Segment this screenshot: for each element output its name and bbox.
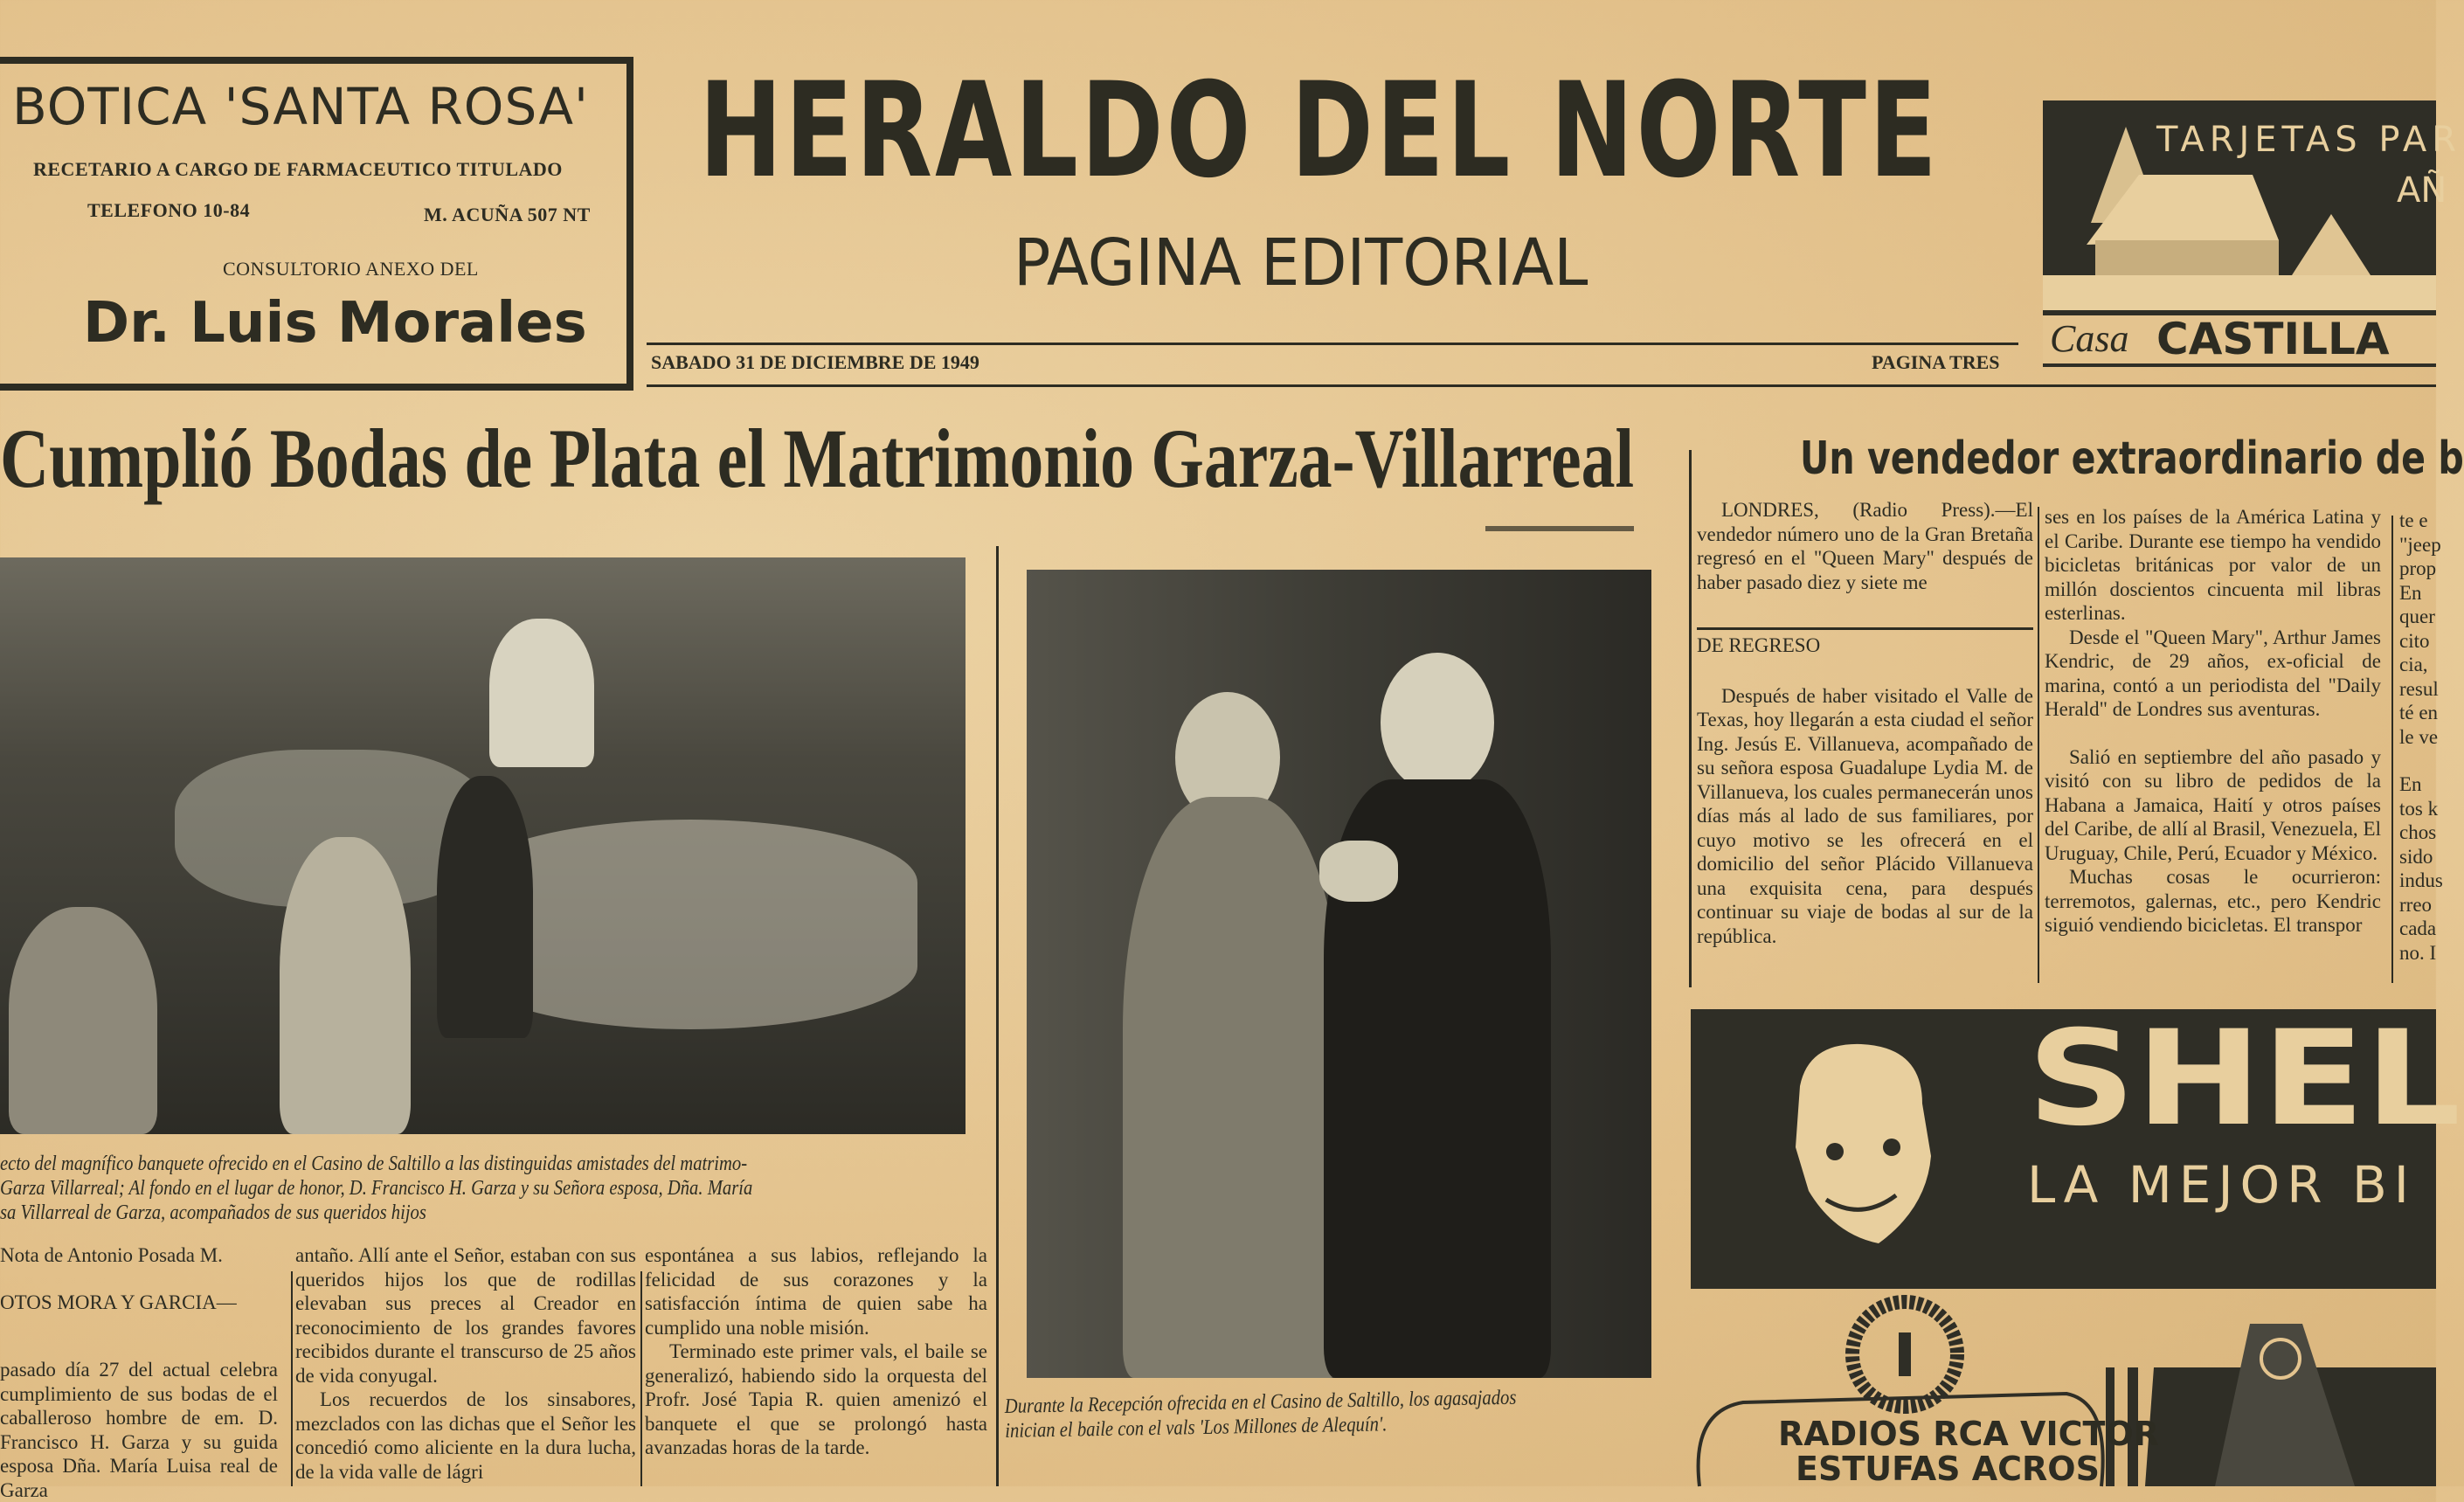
pharmacy-phone: TELEFONO 10-84 [87, 199, 251, 221]
ad-text: Casa [2050, 317, 2129, 360]
paragraph: Desde el "Queen Mary", Arthur James Kendric, de 29 años, ex-oficial de marina, contó a un periodista del "Daily Herald" de Londres sus aventuras. [2045, 626, 2381, 720]
paragraph: Muchas cosas le ocurrieron: terremotos, galernas, etc., pero Kendric siguió vendiendo bicicletas. El transpor [2045, 866, 2381, 936]
caption-line: inician el baile con el vals 'Los Millones de Alequín'. [1005, 1413, 1388, 1443]
snow-cabin-icon [2043, 100, 2436, 310]
text-fragment: cada [2399, 917, 2437, 939]
text-fragment: En [2399, 581, 2422, 604]
ad-text: ESTUFAS ACROS [1796, 1450, 2100, 1488]
text-fragment: sido [2399, 845, 2433, 868]
right-column-a [1697, 498, 2033, 948]
dance-caption [1005, 1384, 1601, 1443]
masthead-subtitle: PAGINA EDITORIAL [1014, 225, 1588, 301]
text-fragment: quer [2399, 606, 2435, 627]
photo-credit: OTOS MORA Y GARCIA— [0, 1291, 237, 1313]
text-fragment: rreo [2399, 893, 2433, 916]
date: SABADO 31 DE DICIEMBRE DE 1949 [651, 351, 979, 373]
story-column-1 [0, 1243, 278, 1502]
ad-brand: CASTILLA [2156, 314, 2390, 364]
text-fragment: cia, [2399, 654, 2428, 675]
page-number: PAGINA TRES [1872, 351, 2000, 373]
text-fragment: "jeep [2399, 533, 2441, 556]
story-column-2 [295, 1243, 636, 1484]
shell-ad [1691, 1003, 2461, 1289]
column-rule [640, 1271, 642, 1486]
byline: Nota de Antonio Posada M. [0, 1244, 223, 1266]
boy-face-icon [1774, 1034, 1948, 1252]
pharmacy-consult: CONSULTORIO ANEXO DEL [223, 258, 479, 280]
text-fragment: le ve [2399, 725, 2439, 748]
main-headline: Cumplió Bodas de Plata el Matrimonio Garza-Villarreal [0, 412, 1635, 505]
paragraph: antaño. Allí ante el Señor, estaban con sus queridos hijos los que de rodillas elevaban sus preces al Creador en reconocimiento de los grandes favores recibidos durante el transcurso de 25 años de vida conyugal. [295, 1244, 636, 1387]
dance-photo [1027, 570, 1651, 1378]
paragraph: Después de haber visitado el Valle de Texas, hoy llegarán a esta ciudad el señor Ing. Jesús E. Villanueva, acompañado de su señora esposa Guadalupe Lydia M. de Villanueva, los cuales permanecerán unos días más al lado de sus familiares, por cuyo motivo se les ofrecerá en el domicilio del señor Plácido Villanueva una exquisita cena, para después continuar su viaje de bodas al sur de la república. [1697, 684, 2033, 947]
paragraph: Salió en septiembre del año pasado y visitó con su libro de pedidos de la Habana a Jamaica, Haití y otros países del Caribe, de allí al Brasil, Venezuela, El Uruguay, Chile, Perú, Ecuador y México. [2045, 745, 2381, 864]
pharmacy-ad [0, 57, 633, 391]
paragraph: ses en los países de la América Latina y el Caribe. Durante ese tiempo ha vendido bicicletas británicas por valor de un millón doscientos cincuenta mil libras esterlinas. [2045, 506, 2381, 624]
ornament [1485, 526, 1634, 531]
text-fragment: té en [2399, 702, 2439, 723]
rca-ad [1691, 1289, 2436, 1486]
masthead-title: HERALDO DEL NORTE [699, 55, 1940, 207]
text-fragment: resul [2399, 677, 2439, 700]
text-fragment: cito [2399, 629, 2430, 652]
ad-text: TARJETAS PAR [2156, 120, 2462, 160]
text-fragment: te e [2399, 509, 2428, 531]
casa-castilla-ad [2043, 100, 2462, 367]
caption-line: Durante la Recepción ofrecida en el Casino de Saltillo, los agasajados [1004, 1386, 1517, 1418]
section-heading: DE REGRESO [1697, 634, 1821, 656]
pharmacy-address: M. ACUÑA 507 NT [424, 204, 591, 225]
text-fragment: En [2399, 773, 2422, 795]
paragraph: espontánea a sus labios, reflejando la felicidad de sus corazones y la satisfacción íntima de quien sabe ha cumplido una noble misión. [645, 1244, 987, 1339]
paragraph: LONDRES, (Radio Press).—El vendedor número uno de la Gran Bretaña regresó en el "Queen Mary" después de haber pasado diez y siete me [1697, 499, 2033, 593]
banquet-caption [0, 1152, 876, 1225]
pharmacy-title: BOTICA 'SANTA ROSA' [12, 77, 589, 136]
ad-text: RADIOS RCA VICTOR [1778, 1415, 2159, 1453]
banquet-photo [0, 557, 966, 1134]
ad-tagline: LA MEJOR BI [2027, 1155, 2416, 1215]
text-fragment: chos [2399, 821, 2437, 843]
ad-brand: SHEL [2027, 1003, 2461, 1155]
text-fragment: no. I [2399, 941, 2437, 964]
column-rule [291, 1271, 293, 1486]
ad-text: AÑ [2397, 170, 2447, 211]
story-column-3 [645, 1243, 987, 1460]
column-rule [2391, 516, 2393, 983]
text-fragment: tos k [2399, 797, 2439, 820]
pharmacy-line: RECETARIO A CARGO DE FARMACEUTICO TITULADO [33, 158, 563, 180]
paragraph: pasado día 27 del actual celebra cumplimiento de sus bodas de el caballeroso hombre de em. D. Francisco H. Garza y su guida esposa Dña. María Luisa real de Garza [0, 1359, 278, 1501]
right-column-c [2399, 509, 2443, 965]
text-fragment: indus [2399, 869, 2443, 891]
paragraph: Los recuerdos de los sinsabores, mezclados con las dichas que el Señor les concedió como aliciente en la dura lucha, de la vida valle de lágri [295, 1388, 636, 1483]
caption-line: ecto del magnífico banquete ofrecido en el Casino de Saltillo a las distinguidas amistades del matrimo- [0, 1152, 748, 1175]
text-fragment: prop [2399, 557, 2437, 579]
caption-line: Garza Villarreal; Al fondo en el lugar de honor, D. Francisco H. Garza y su Señora esposa, Dña. María [0, 1177, 753, 1200]
caption-line: sa Villarreal de Garza, acompañados de sus queridos hijos [0, 1201, 426, 1224]
divider [647, 384, 2436, 387]
pharmacy-doctor: Dr. Luis Morales [83, 291, 587, 356]
right-headline: Un vendedor extraordinario de b [1800, 433, 2464, 485]
right-column-b [2045, 505, 2381, 938]
divider [647, 343, 2018, 345]
paragraph: Terminado este primer vals, el baile se generalizó, habiendo sido la orquesta del Profr. José Tapia R. quien amenizó el banquete el que se prolongó hasta avanzadas horas de la tarde. [645, 1340, 987, 1458]
column-rule [1689, 450, 1692, 987]
column-rule [2038, 507, 2039, 983]
divider [1697, 627, 2033, 630]
column-rule [996, 546, 999, 1486]
